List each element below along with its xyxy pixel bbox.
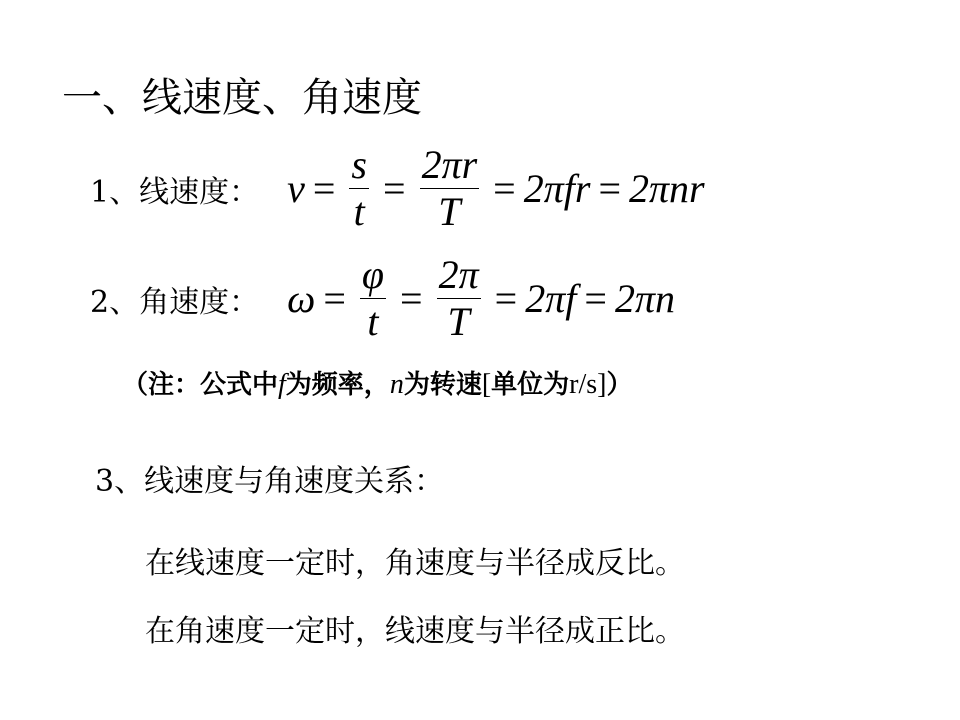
equals-sign: = <box>383 166 406 211</box>
note-speed-text: 为转速 <box>403 370 482 400</box>
note-frequency-text: 为频率， <box>285 370 390 400</box>
angular-velocity-formula <box>287 252 675 345</box>
relation-line-1: 在线速度一定时，角速度与半径成反比。 <box>145 546 685 581</box>
linear-velocity-formula <box>287 142 705 235</box>
linear-velocity-label: 1、线速度： <box>90 174 260 210</box>
equals-sign: = <box>494 276 518 321</box>
note-unit-text: 单位为 <box>491 370 570 400</box>
term-2pinr: 2πnr <box>629 166 705 211</box>
angular-velocity-row <box>90 252 675 345</box>
numerator-2pir: 2πr <box>421 142 478 187</box>
relation-line-2: 在角速度一定时，线速度与半径成正比。 <box>145 614 685 649</box>
fraction-2pi-over-T <box>437 252 481 345</box>
fraction-s-over-t <box>349 142 369 235</box>
note-bracket: [ <box>481 369 492 400</box>
equals-sign: = <box>323 276 346 321</box>
equals-sign: = <box>493 166 516 211</box>
numerator-s: s <box>351 142 367 187</box>
omega-symbol: ω <box>287 276 316 321</box>
fraction-phi-over-t <box>360 252 386 345</box>
relation-heading: 3、线速度与角速度关系： <box>95 464 445 499</box>
denominator-T: T <box>447 299 470 344</box>
linear-velocity-row <box>90 142 705 235</box>
page-title: 一、线速度、角速度 <box>62 75 422 121</box>
note-unit: r/s] <box>569 369 607 400</box>
note-open: （注：公式中 <box>122 370 279 400</box>
equals-sign: = <box>598 166 622 211</box>
angular-velocity-label: 2、角速度： <box>90 284 260 320</box>
v-symbol: v <box>287 166 305 211</box>
note-f-symbol: f <box>278 369 286 400</box>
equals-sign: = <box>400 276 423 321</box>
numerator-2pi: 2π <box>438 252 479 297</box>
numerator-phi: φ <box>361 252 385 297</box>
note-close: ） <box>606 370 633 400</box>
term-2pifr: 2πfr <box>523 166 591 211</box>
note-n-symbol: n <box>389 369 404 400</box>
formula-note <box>122 364 633 401</box>
term-2pif: 2πf <box>525 276 577 321</box>
denominator-T: T <box>438 189 461 234</box>
fraction-2pir-over-T <box>420 142 480 235</box>
equals-sign: = <box>584 276 607 321</box>
equals-sign: = <box>312 166 336 211</box>
denominator-t: t <box>367 299 379 344</box>
denominator-t: t <box>353 189 365 234</box>
term-2pin: 2πn <box>614 276 675 321</box>
